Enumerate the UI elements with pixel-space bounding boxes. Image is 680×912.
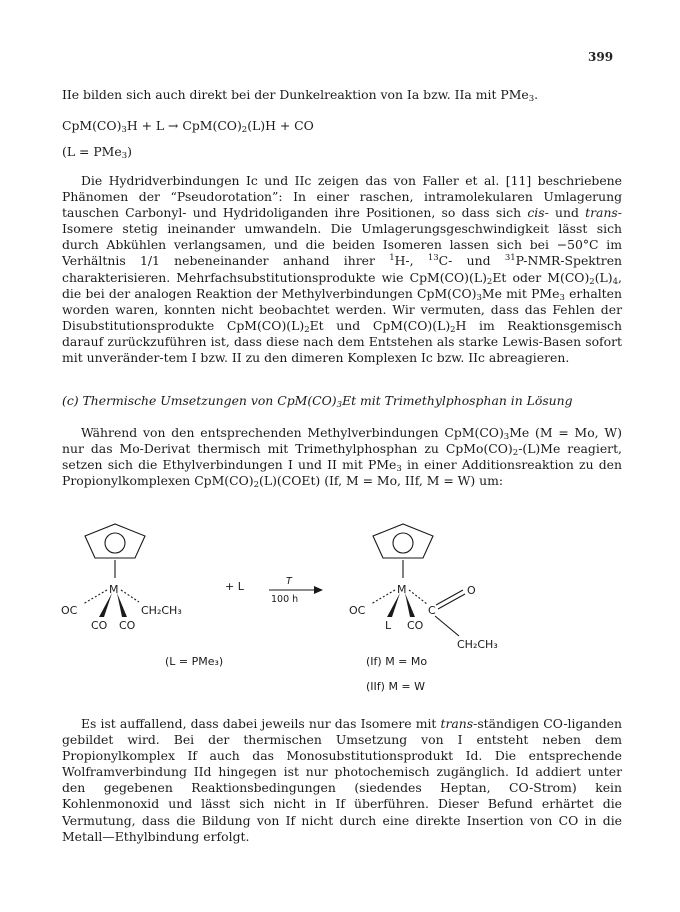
right-acyl-carbon: C	[428, 604, 436, 617]
right-cp-circle	[393, 533, 413, 553]
right-acyl-bond	[409, 590, 427, 604]
paragraph-isomer: Es ist auffallend, dass dabei jeweils nur das Isomere mit trans-ständigen CO-liganden gebildet wird. Bei der thermischen Umsetzung von I entsteht neben dem Propionylkomplex If auch das Monosubstitutionsprodukt Id. Die entsprechende Wolframverbindung IId hingegen ist nur photochemisch zugänglich. Id addiert unter den gegebenen Reaktionsbedingungen (siedendes Heptan, CO-Strom) kein Kohlenmonoxid und lässt sich nicht in If überführen. Dieser Befund erhärtet die Vermutung, dass die Bildung von If nicht durch eine direkte Insertion von CO in die Metall—Ethylbindung erfolgt.	[62, 716, 622, 844]
right-l-wedge	[387, 593, 400, 617]
left-co-label-2: CO	[119, 619, 136, 632]
compound-if-label: (If) M = Mo	[366, 655, 428, 668]
reaction-equation: $CpM(CO)_3H + L \to CpM(CO)_2(L)H$ + CO	[62, 118, 314, 135]
right-oxygen: O	[467, 584, 476, 597]
paragraph-thermal: Während von den entsprechenden Methylverbindungen $CpM(CO)_3Me$ (M = Mo, W) nur das Mo-Derivat thermisch mit Trimethylphosphan zu $CpMo(CO)_2-(L)Me$ reagiert, setzen sich die Ethylverbindungen I und II mit PMe$_3$ in einer Additionsreaktion zu den Propionylkomplexen $CpM(CO)_2(L)(COEt)$ (If, M = Mo, IIf, M = W) um:	[62, 425, 622, 491]
left-co-wedge-2	[117, 593, 127, 617]
left-oc-bond	[83, 590, 107, 604]
section-heading: (c) Thermische Umsetzungen von $CpM(CO)_3Et$ mit Trimethylphosphan in Lösung	[62, 393, 573, 410]
arrow-temperature: T	[286, 576, 292, 587]
left-co-wedge-1	[99, 593, 112, 617]
right-ethyl-label: CH₂CH₃	[457, 638, 498, 651]
right-complex	[349, 524, 498, 651]
reaction-scheme	[55, 518, 535, 718]
right-co-wedge	[405, 593, 415, 617]
left-metal: M	[109, 583, 119, 596]
left-co-label-1: CO	[91, 619, 108, 632]
right-oc-label: OC	[349, 604, 366, 617]
reaction-arrowhead	[314, 586, 323, 594]
paragraph-intro: IIe bilden sich auch direkt bei der Dunkelreaktion von Ia bzw. IIa mit PMe$_3$.	[62, 87, 539, 104]
right-metal: M	[397, 583, 407, 596]
ligand-definition-label: (L = PMe₃)	[165, 655, 224, 668]
equation-ligand-definition: (L = PMe$_3$)	[62, 144, 132, 161]
arrow-time: 100 h	[271, 594, 299, 605]
paragraph-hydride: Die Hydridverbindungen Ic und IIc zeigen das von Faller et al. [11] beschriebene Phänomen der “Pseudorotation”: In einer raschen, intramolekularen Umlagerung tauschen Carbonyl- und Hydridoliganden ihre Positionen, so dass sich cis- und trans-Isomere stetig ineinander umwandeln. Die Umlagerungsgeschwindigkeit lässt sich durch Abkühlen verlangsamen, und die beiden Isomeren lassen sich bei −50°C im Verhältnis 1/1 nebeneinander anhand ihrer $^1$H-, $^{13}$C- und $^{31}$P-NMR-Spektren charakterisieren. Mehrfachsubstitutionsprodukte wie $CpM(CO)(L)_2Et$ oder $M(CO)_2(L)_4$, die bei der analogen Reaktion der Methylverbindungen $CpM(CO)_3Me$ mit PMe$_3$ erhalten worden waren, konnten nicht beobachtet werden. Wir vermuten, dass das Fehlen der Disubstitutionsprodukte $CpM(CO)(L)_2Et$ und $CpM(CO)(L)_2H$ im Reaktionsgemisch darauf zurückzuführen ist, dass diese nach dem Entstehen als starke Lewis-Basen sofort mit unveränder-tem I bzw. II zu den dimeren Komplexen Ic bzw. IIc abreagieren.	[62, 173, 623, 366]
right-l-label: L	[385, 619, 392, 632]
right-ethyl-bond	[435, 616, 459, 636]
left-ethyl-bond	[121, 590, 139, 602]
left-cp-circle	[105, 533, 125, 553]
left-oc-label: OC	[61, 604, 78, 617]
plus-ligand: + L	[225, 580, 244, 593]
right-co-label: CO	[407, 619, 424, 632]
left-ethyl-label: CH₂CH₃	[141, 604, 182, 617]
left-complex	[61, 524, 182, 632]
compound-iif-label: (IIf) M = W	[366, 680, 426, 693]
right-oc-bond	[371, 590, 395, 604]
page-number: 399	[588, 50, 614, 64]
